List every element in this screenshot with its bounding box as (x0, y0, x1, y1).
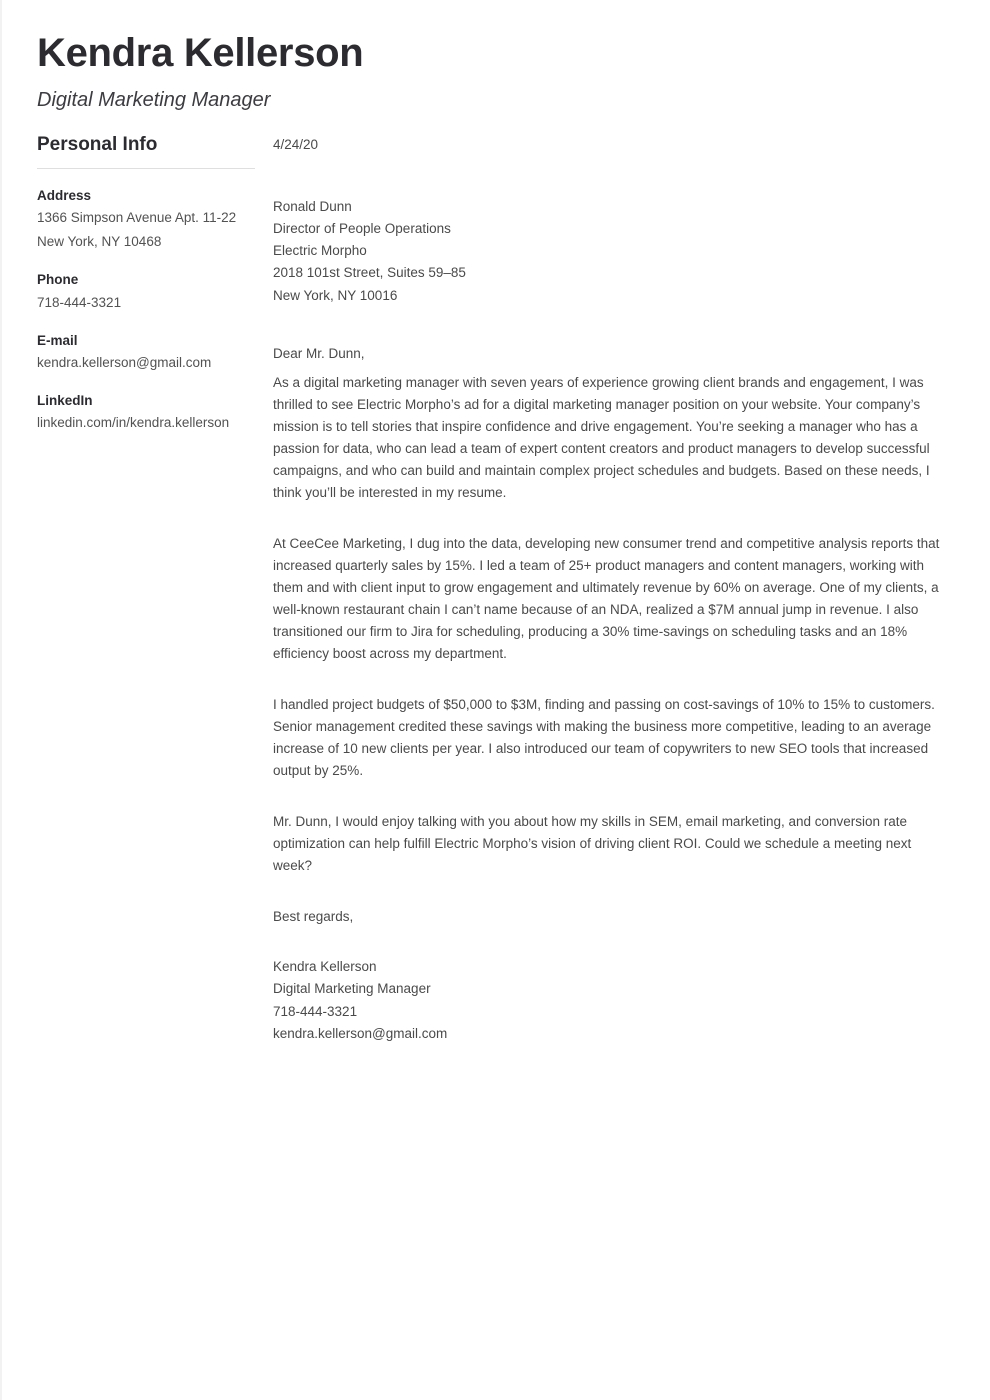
letter-date: 4/24/20 (273, 137, 319, 152)
info-label: Phone (37, 272, 79, 288)
info-value[interactable]: linkedin.com/in/kendra.kellerson (37, 415, 230, 431)
recipient-street: 2018 101st Street, Suites 59–85 (273, 265, 466, 281)
body-paragraph-4: Mr. Dunn, I would enjoy talking with you about how my skills in SEM, email marketing, and conversion rate optimization can help fulfill Electric Morpho’s vision of driving client ROI. Could we schedule a meeting next week? (273, 813, 912, 873)
body-paragraph-3: I handled project budgets of $50,000 to $3M, finding and passing on cost-savings of 10% to 15% to customers. Senior management credited these savings with making the business more competitive, leading to an average increase of 10 new clients per year. I also introduced our team of copywriters to new SEO tools that increased output by 25%. (273, 696, 935, 778)
info-value[interactable]: kendra.kellerson@gmail.com (37, 355, 212, 371)
info-group-email (37, 331, 272, 374)
applicant-name: Kendra Kellerson (37, 31, 364, 75)
signature-title: Digital Marketing Manager (273, 981, 431, 997)
sidebar-divider (37, 168, 255, 169)
signature-phone[interactable]: 718-444-3321 (273, 1003, 358, 1019)
info-value: 1366 Simpson Avenue Apt. 11-22 (37, 210, 237, 226)
info-value[interactable]: 718-444-3321 (37, 294, 122, 310)
applicant-job-title: Digital Marketing Manager (37, 89, 271, 111)
letter-header (2, 0, 990, 112)
info-group-address (37, 186, 272, 253)
closing-line: Best regards, (273, 908, 354, 924)
recipient-name: Ronald Dunn (273, 198, 352, 214)
letter-columns (2, 112, 990, 1045)
recipient-block (273, 196, 952, 307)
info-label: Address (37, 187, 92, 203)
body-paragraph-1: As a digital marketing manager with seven years of experience growing client brands and engagement, I was thrilled to see Electric Morpho’s ad for a digital marketing manager position on your website. Your company’s mission is to tell stories that inspire confidence and drive engagement. You’re seeking a manager who has a passion for data, who can lead a team of expert content creators and product managers to develop successful campaigns, and who can build and maintain complex project schedules and budgets. Based on these needs, I think you’ll be interested in my resume. (273, 374, 930, 500)
salutation: Dear Mr. Dunn, (273, 345, 365, 361)
signature-email[interactable]: kendra.kellerson@gmail.com (273, 1025, 448, 1041)
letter-body (273, 134, 990, 1045)
signature-name: Kendra Kellerson (273, 959, 377, 975)
recipient-city: New York, NY 10016 (273, 287, 398, 303)
signature-block (273, 956, 952, 1045)
info-label: LinkedIn (37, 392, 93, 408)
info-label: E-mail (37, 332, 78, 348)
info-group-phone (37, 270, 272, 313)
personal-info-sidebar (2, 134, 272, 434)
body-paragraph-2: At CeeCee Marketing, I dug into the data, developing new consumer trend and competitive analysis reports that increased quarterly sales by 15%. I led a team of 25+ product managers and content managers, working with them and with client input to grow engagement and ultimately revenue by 60% on average. One of my clients, a well-known restaurant chain I can’t name because of an NDA, realized a $7M annual jump in revenue. I also transitioned our firm to Jira for scheduling, producing a 30% time-savings on scheduling tasks and an 18% efficiency boost across my department. (273, 535, 940, 661)
info-group-linkedin (37, 391, 272, 434)
personal-info-heading: Personal Info (37, 134, 158, 155)
recipient-company: Electric Morpho (273, 243, 367, 259)
info-value: New York, NY 10468 (37, 234, 162, 250)
recipient-title: Director of People Operations (273, 220, 451, 236)
